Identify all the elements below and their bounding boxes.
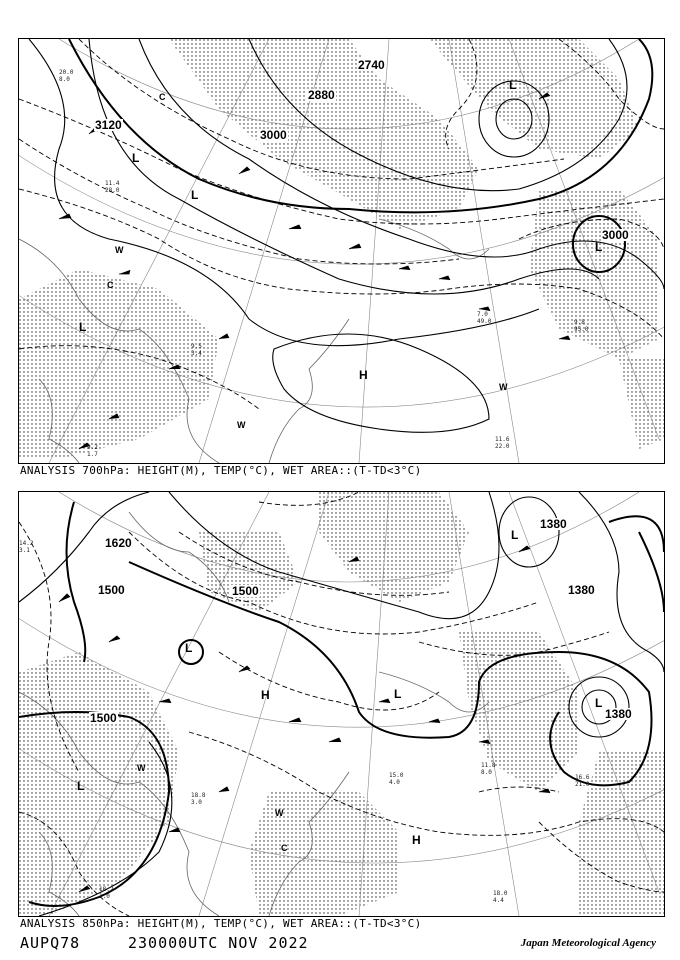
- contour-label: 1380: [605, 707, 632, 721]
- contour-label: 3000: [602, 228, 629, 242]
- station-temp: 9.8: [574, 319, 585, 326]
- station-plot: [389, 772, 403, 786]
- chart-850hpa: [18, 491, 665, 917]
- low-pressure-marker: L: [185, 641, 193, 655]
- station-value: 8.0: [481, 769, 492, 776]
- station-plot: [105, 180, 119, 194]
- contour-label: 1380: [568, 583, 595, 597]
- contour-label: 1500: [90, 711, 117, 725]
- station-plot: [477, 311, 491, 325]
- contour-label: 1380: [540, 517, 567, 531]
- station-value: 3.0: [191, 799, 202, 806]
- warm-marker: W: [275, 808, 284, 818]
- station-plot: [191, 792, 205, 806]
- high-pressure-marker: H: [261, 688, 270, 702]
- wet-area-850: [19, 492, 664, 916]
- high-pressure-marker: H: [412, 833, 421, 847]
- station-temp: 18.8: [191, 792, 206, 799]
- station-temp: 18.2: [99, 886, 114, 893]
- low-pressure-marker: L: [77, 779, 85, 793]
- station-plot: [574, 319, 588, 333]
- high-pressure-marker: H: [359, 368, 368, 382]
- cold-marker: C: [159, 92, 166, 102]
- contour-label: 2880: [308, 88, 335, 102]
- station-value: 1.0: [99, 893, 110, 900]
- station-temp: 11.4: [105, 180, 120, 187]
- chart-caption-700hpa: ANALYSIS 700hPa: HEIGHT(M), TEMP(°C), WET AREA::(T-TD<3°C): [20, 464, 422, 477]
- station-value: 22.0: [495, 443, 510, 450]
- warm-marker: W: [137, 763, 146, 773]
- low-pressure-marker: L: [511, 528, 519, 542]
- low-pressure-marker: L: [79, 320, 87, 334]
- station-value: 1.7: [87, 451, 98, 458]
- warm-marker: W: [499, 382, 508, 392]
- station-value: 21.0: [575, 781, 590, 788]
- station-plot: [19, 540, 33, 554]
- station-plot: [575, 774, 589, 788]
- station-value: 28.0: [105, 187, 120, 194]
- station-temp: 11.8: [481, 762, 496, 769]
- station-value: 3.4: [191, 350, 202, 357]
- low-pressure-marker: L: [595, 240, 603, 254]
- station-temp: 9.5: [191, 343, 202, 350]
- station-value: 8.0: [59, 76, 70, 83]
- low-pressure-marker: L: [595, 696, 603, 710]
- station-temp: 11.6: [495, 436, 510, 443]
- station-value: 3.1: [19, 547, 30, 554]
- low-pressure-marker: L: [132, 151, 140, 165]
- contour-label: 1620: [105, 536, 132, 550]
- agency-name: Japan Meteorological Agency: [520, 937, 656, 949]
- low-pressure-marker: L: [394, 687, 402, 701]
- station-temp: 7.0: [477, 311, 488, 318]
- station-plot: [191, 343, 202, 357]
- chart-700hpa: [18, 38, 665, 464]
- station-temp: 16.6: [575, 774, 590, 781]
- warm-marker: W: [237, 420, 246, 430]
- station-plot: [99, 886, 113, 900]
- station-plot: [495, 436, 509, 450]
- map-850hpa-graticule: [19, 492, 664, 916]
- contour-label: 1500: [232, 584, 259, 598]
- station-temp: 20.0: [59, 69, 74, 76]
- station-plot: [493, 890, 507, 904]
- analysis-datetime: 230000UTC NOV 2022: [128, 934, 309, 952]
- station-value: 4.4: [493, 897, 504, 904]
- bulletin-code: AUPQ78: [20, 934, 81, 952]
- station-value: 95.0: [574, 326, 589, 333]
- station-plot: [481, 762, 495, 776]
- contour-label: 3000: [260, 128, 287, 142]
- station-value: 4.0: [389, 779, 400, 786]
- station-temp: 18.0: [493, 890, 508, 897]
- contour-label: 3120: [95, 118, 122, 132]
- low-pressure-marker: L: [509, 78, 517, 92]
- station-temp: 15.0: [389, 772, 404, 779]
- contour-label: 1500: [98, 583, 125, 597]
- cold-marker: C: [281, 843, 288, 853]
- station-temp: 14.2: [19, 540, 34, 547]
- low-pressure-marker: L: [191, 188, 199, 202]
- warm-marker: W: [115, 245, 124, 255]
- station-temp: 9.2: [87, 444, 98, 451]
- station-plot: [87, 444, 98, 458]
- chart-caption-850hpa: ANALYSIS 850hPa: HEIGHT(M), TEMP(°C), WET AREA::(T-TD<3°C): [20, 917, 422, 930]
- contour-label: 2740: [358, 58, 385, 72]
- station-plot: [59, 69, 73, 83]
- station-value: 49.0: [477, 318, 492, 325]
- cold-marker: C: [107, 280, 114, 290]
